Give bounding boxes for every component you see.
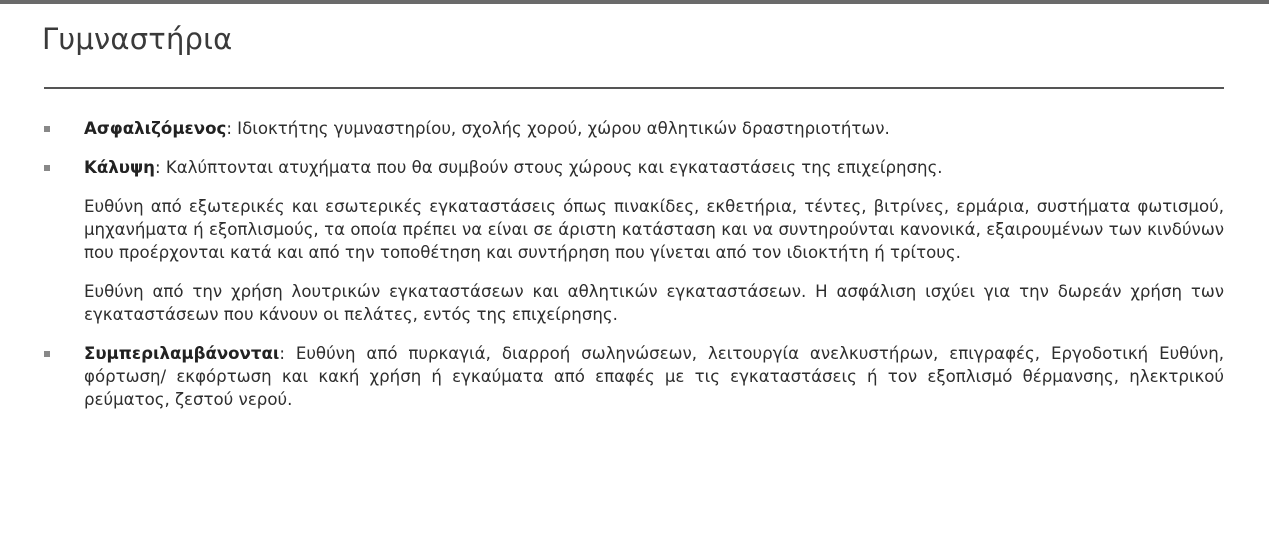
list-item-insured	[44, 117, 1224, 140]
bullet-icon	[44, 351, 50, 357]
item-text: Ιδιοκτήτης γυμναστηρίου, σχολής χορού, χώρου αθλητικών δραστηριοτήτων.	[231, 119, 890, 138]
item-term: Κάλυψη	[84, 158, 155, 177]
list-item-included	[44, 342, 1224, 411]
list-item-coverage	[44, 156, 1224, 179]
bullet-icon	[44, 126, 50, 132]
item-separator: :	[226, 119, 232, 138]
bullet-icon	[44, 165, 50, 171]
item-text: Καλύπτονται ατυχήματα που θα συμβούν στους χώρους και εγκαταστάσεις της επιχείρησης.	[160, 158, 943, 177]
item-separator: :	[279, 344, 285, 363]
item-separator: :	[154, 158, 161, 177]
page-top-border	[0, 0, 1269, 4]
paragraph-external-installations: Ευθύνη από εξωτερικές και εσωτερικές εγκαταστάσεις όπως πινακίδες, εκθετήρια, τέντες, βιτρίνες, ερμάρια, συστήματα φωτισμού, μηχανήματα ή εξοπλισμούς, τα οποία πρέπει να είναι σε άριστη κατάσταση και να συντηρούνται κανονικά, εξαιρουμένων των κινδύνων που προέρχονται κατά και από την τοποθέτηση και συντήρηση που γίνεται από τον ιδιοκτήτη ή τρίτους.	[84, 197, 1224, 262]
item-text: Ευθύνη από πυρκαγιά, διαρροή σωληνώσεων, λειτουργία ανελκυστήρων, επιγραφές, Εργοδοτική Ευθύνη, φόρτωση/ εκφόρτωση και κακή χρήση ή εγκαύματα από επαφές με τις εγκαταστάσεις ή τον εξοπλισμό θέρμανσης, ηλεκτρικού ρεύματος, ζεστού νερού.	[84, 344, 1224, 409]
paragraph-bathroom-facilities: Ευθύνη από την χρήση λουτρικών εγκαταστάσεων και αθλητικών εγκαταστάσεων. Η ασφάλιση ισχύει για την δωρεάν χρήση των εγκαταστάσεων που κάνουν οι πελάτες, εντός της επιχείρησης.	[84, 282, 1224, 324]
title-divider	[44, 87, 1224, 89]
document-body	[44, 117, 1224, 427]
page-title: Γυμναστήρια	[42, 22, 233, 56]
item-term: Συμπεριλαμβάνονται	[84, 344, 280, 363]
item-term: Ασφαλιζόμενος	[84, 119, 227, 138]
